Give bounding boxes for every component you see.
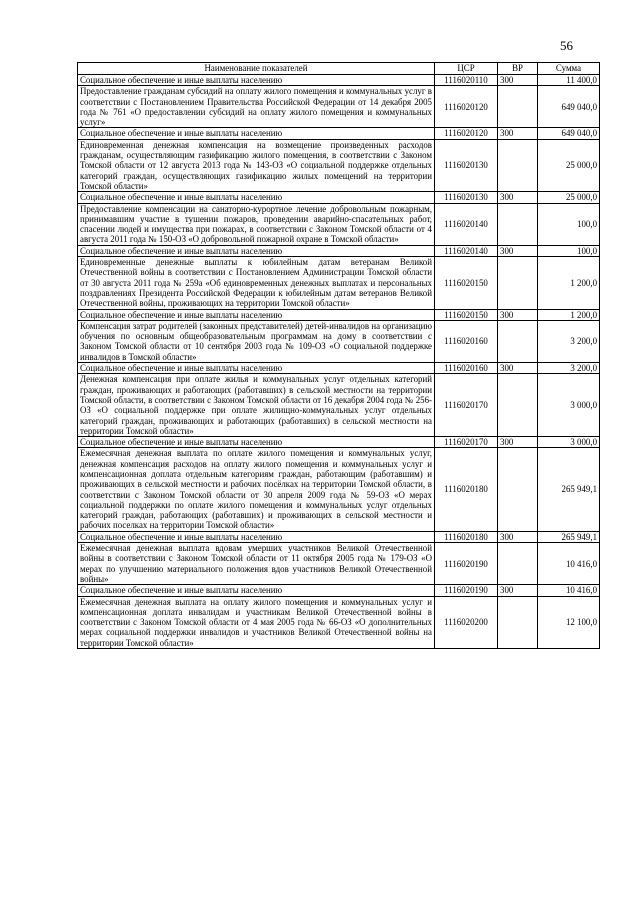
cell-name: Социальное обеспечение и иные выплаты населению: [78, 437, 435, 448]
cell-name: Единовременные денежные выплаты к юбилейным датам ветеранам Великой Отечественной войны в соответствии с Постановлением Администрации Томской области от 30 августа 2011 года № 259а «Об единовременных денежных выплатах и персональных поздравлениях Президента Российской Федерации к юбилейным датам ветеранов Великой Отечественной войны, проживающих на территории Томской области»: [78, 257, 435, 309]
cell-vr: 300: [498, 192, 538, 203]
cell-csr: 1116020180: [435, 531, 498, 542]
cell-csr: 1116020130: [435, 192, 498, 203]
cell-sum: 649 040,0: [538, 128, 600, 139]
cell-vr: [498, 320, 538, 362]
cell-sum: 649 040,0: [538, 86, 600, 128]
cell-sum: 3 200,0: [538, 363, 600, 374]
cell-vr: 300: [498, 531, 538, 542]
table-row: [78, 192, 600, 203]
table-row: [78, 437, 600, 448]
cell-name: Компенсация затрат родителей (законных представителей) детей-инвалидов на организацию обучения по основным общеобразовательным программам на дому в соответствии с Законом Томской области от 10 сентября 2003 года № 109-ОЗ «О социальной поддержке инвалидов в Томской области»: [78, 320, 435, 362]
cell-csr: 1116020120: [435, 86, 498, 128]
cell-csr: 1116020170: [435, 374, 498, 437]
cell-name: Социальное обеспечение и иные выплаты населению: [78, 531, 435, 542]
cell-csr: 1116020160: [435, 320, 498, 362]
cell-vr: [498, 543, 538, 585]
cell-name: Социальное обеспечение и иные выплаты населению: [78, 75, 435, 86]
table-row: [78, 245, 600, 256]
cell-name: Ежемесячная денежная выплата вдовам умерших участников Великой Отечественной войны в соответствии с Законом Томской области от 11 октября 2005 года № 179-ОЗ «О мерах по улучшению материального положения вдов участников Великой Отечественной войны»: [78, 543, 435, 585]
cell-csr: 1116020150: [435, 257, 498, 309]
cell-sum: 11 400,0: [538, 75, 600, 86]
table-row: [78, 363, 600, 374]
cell-csr: 1116020180: [435, 448, 498, 531]
table-row: [78, 203, 600, 245]
cell-name: Предоставление компенсации на санаторно-курортное лечение добровольным пожарным, принимавшим участие в тушении пожаров, проведении аварийно-спасательных работ, спасении людей и имущества при пожарах, в соответствии с Законом Томской области от 4 августа 2011 года № 150-ОЗ «О добровольной пожарной охране в Томской области»: [78, 203, 435, 245]
cell-name: Социальное обеспечение и иные выплаты населению: [78, 585, 435, 596]
cell-sum: 25 000,0: [538, 192, 600, 203]
header-csr: ЦСР: [435, 63, 498, 75]
cell-vr: 300: [498, 585, 538, 596]
cell-csr: 1116020160: [435, 363, 498, 374]
cell-sum: 265 949,1: [538, 531, 600, 542]
cell-vr: [498, 596, 538, 648]
cell-csr: 1116020120: [435, 128, 498, 139]
cell-sum: 3 000,0: [538, 374, 600, 437]
cell-name: Социальное обеспечение и иные выплаты населению: [78, 192, 435, 203]
cell-sum: 25 000,0: [538, 139, 600, 191]
cell-vr: [498, 203, 538, 245]
table-row: [78, 448, 600, 531]
cell-name: Социальное обеспечение и иные выплаты населению: [78, 245, 435, 256]
table-row: [78, 257, 600, 309]
cell-sum: 10 416,0: [538, 585, 600, 596]
cell-sum: 1 200,0: [538, 309, 600, 320]
cell-csr: 1116020200: [435, 596, 498, 648]
cell-name: Ежемесячная денежная выплата по оплате жилого помещения и коммунальных услуг, денежная компенсация расходов на оплату жилого помещения и коммунальных услуг и компенсационная доплата отдельным категориям граждан, работающим (работавшим) и проживающих в сельской местности и рабочих посёлках на территории Томской области, в соответствии с Законом Томской области от 30 апреля 2009 года № 59-ОЗ «О мерах социальной поддержки по оплате жилого помещения и коммунальных услуг отдельных категорий граждан, работающих (работавших) и проживающих в сельской местности и рабочих поселках на территории Томской области»: [78, 448, 435, 531]
cell-vr: [498, 139, 538, 191]
cell-sum: 100,0: [538, 245, 600, 256]
cell-vr: 300: [498, 128, 538, 139]
cell-vr: 300: [498, 309, 538, 320]
table-row: [78, 374, 600, 437]
cell-name: Ежемесячная денежная выплата на оплату жилого помещения и коммунальных услуг и компенсационная доплата инвалидам и участникам Великой Отечественной войны в соответствии с Законом Томской области от 4 мая 2005 года № 66-ОЗ «О дополнительных мерах социальной поддержки инвалидов и участников Великой Отечественной войны на территории Томской области»: [78, 596, 435, 648]
cell-name: Социальное обеспечение и иные выплаты населению: [78, 309, 435, 320]
cell-vr: [498, 374, 538, 437]
cell-vr: [498, 257, 538, 309]
table-row: [78, 128, 600, 139]
cell-csr: 1116020170: [435, 437, 498, 448]
page-number: 56: [560, 38, 573, 53]
cell-vr: 300: [498, 245, 538, 256]
cell-vr: 300: [498, 437, 538, 448]
cell-sum: 10 416,0: [538, 543, 600, 585]
table-header-row: [78, 63, 600, 75]
cell-vr: [498, 448, 538, 531]
cell-vr: [498, 86, 538, 128]
budget-table: [77, 62, 600, 649]
cell-name: Предоставление гражданам субсидий на оплату жилого помещения и коммунальных услуг в соответствии с Постановлением Правительства Российской Федерации от 14 декабря 2005 года № 761 «О предоставлении субсидий на оплату жилого помещения и коммунальных услуг»: [78, 86, 435, 128]
table-row: [78, 309, 600, 320]
cell-csr: 1116020130: [435, 139, 498, 191]
cell-csr: 1116020150: [435, 309, 498, 320]
header-vr: ВР: [498, 63, 538, 75]
cell-csr: 1116020190: [435, 543, 498, 585]
cell-sum: 3 200,0: [538, 320, 600, 362]
table-row: [78, 139, 600, 191]
table-row: [78, 320, 600, 362]
cell-csr: 1116020190: [435, 585, 498, 596]
cell-name: Социальное обеспечение и иные выплаты населению: [78, 363, 435, 374]
table-row: [78, 75, 600, 86]
table-row: [78, 585, 600, 596]
table-row: [78, 86, 600, 128]
cell-name: Социальное обеспечение и иные выплаты населению: [78, 128, 435, 139]
cell-csr: 1116020110: [435, 75, 498, 86]
cell-sum: 1 200,0: [538, 257, 600, 309]
cell-sum: 3 000,0: [538, 437, 600, 448]
cell-name: Единовременная денежная компенсация на возмещение произведенных расходов гражданам, осуществляющим газификацию жилого помещения, в соответствии с Законом Томской области от 12 августа 2013 года № 143-ОЗ «О социальной поддержке отдельных категорий граждан, осуществляющих газификацию жилых помещений на территории Томской области»: [78, 139, 435, 191]
table-row: [78, 596, 600, 648]
cell-vr: 300: [498, 75, 538, 86]
cell-vr: 300: [498, 363, 538, 374]
cell-csr: 1116020140: [435, 245, 498, 256]
header-sum: Сумма: [538, 63, 600, 75]
cell-sum: 12 100,0: [538, 596, 600, 648]
cell-csr: 1116020140: [435, 203, 498, 245]
cell-sum: 100,0: [538, 203, 600, 245]
table-row: [78, 543, 600, 585]
cell-name: Денежная компенсация при оплате жилья и коммунальных услуг отдельных категорий граждан, проживающих и работающих (работавших) в сельской местности на территории Томской области, в соответствии с Законом Томской области от 16 декабря 2004 года № 256-ОЗ «О социальной поддержке при оплате жилищно-коммунальных услуг отдельных категорий граждан, проживающих и работающих (работавших) в сельской местности на территории Томской области»: [78, 374, 435, 437]
header-name: Наименование показателей: [78, 63, 435, 75]
cell-sum: 265 949,1: [538, 448, 600, 531]
table-row: [78, 531, 600, 542]
